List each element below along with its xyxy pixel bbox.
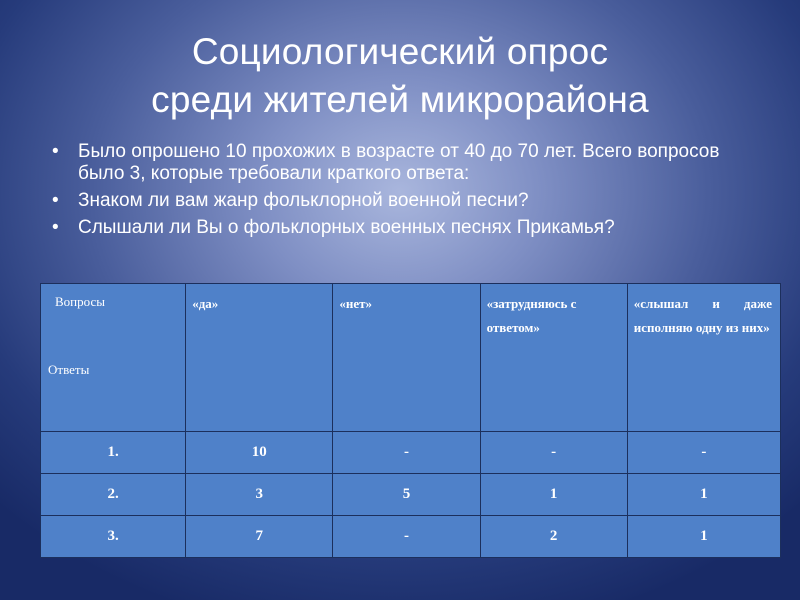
row-hard-cell: 2 xyxy=(480,516,627,558)
table-row xyxy=(41,474,781,516)
bullet-item xyxy=(52,217,732,239)
header-heard-cell xyxy=(627,284,780,432)
row-heard-cell: - xyxy=(627,432,780,474)
header-answers-label: Ответы xyxy=(48,362,90,377)
bullet-text: Слышали ли Вы о фольклорных военных песнях Прикамья? xyxy=(78,217,615,238)
row-heard-cell: 1 xyxy=(627,474,780,516)
row-heard-cell: 1 xyxy=(627,516,780,558)
table-header-row xyxy=(41,284,781,432)
header-hard-cell xyxy=(480,284,627,432)
title-line-1: Социологический опрос xyxy=(191,31,609,72)
bullet-icon: • xyxy=(52,190,59,211)
row-yes-cell: 10 xyxy=(186,432,333,474)
header-corner-cell xyxy=(41,284,186,432)
header-yes-label: «да» xyxy=(192,296,219,311)
row-yes-cell: 3 xyxy=(186,474,333,516)
bullet-icon: • xyxy=(52,217,59,238)
bullet-list xyxy=(52,141,732,287)
header-yes-cell xyxy=(186,284,333,432)
bullet-icon: • xyxy=(52,141,59,162)
bullet-text: Было опрошено 10 прохожих в возрасте от 40 до 70 лет. Всего вопросов было 3, которые требовали краткого ответа: xyxy=(78,141,720,184)
row-question-cell: 1. xyxy=(41,432,186,474)
title-line-2: среди жителей микрорайона xyxy=(151,79,649,120)
row-question-cell: 2. xyxy=(41,474,186,516)
row-no-cell: 5 xyxy=(333,474,480,516)
table-row xyxy=(41,432,781,474)
row-no-cell: - xyxy=(333,432,480,474)
header-questions-label: Вопросы xyxy=(55,294,105,309)
header-hard-label: «затрудняюсь с ответом» xyxy=(486,296,577,335)
row-yes-cell: 7 xyxy=(186,516,333,558)
survey-table xyxy=(40,283,781,558)
row-no-cell: - xyxy=(333,516,480,558)
table-row xyxy=(41,516,781,558)
bullet-item xyxy=(52,190,732,212)
row-hard-cell: 1 xyxy=(480,474,627,516)
header-no-cell xyxy=(333,284,480,432)
bullet-text: Знаком ли вам жанр фольклорной военной песни? xyxy=(78,190,529,211)
row-question-cell: 3. xyxy=(41,516,186,558)
header-heard-label: «слышал и даже исполняю одну из них» xyxy=(633,296,772,335)
bullet-item xyxy=(52,141,732,185)
slide-title xyxy=(0,28,800,124)
header-no-label: «нет» xyxy=(339,296,373,311)
row-hard-cell: - xyxy=(480,432,627,474)
